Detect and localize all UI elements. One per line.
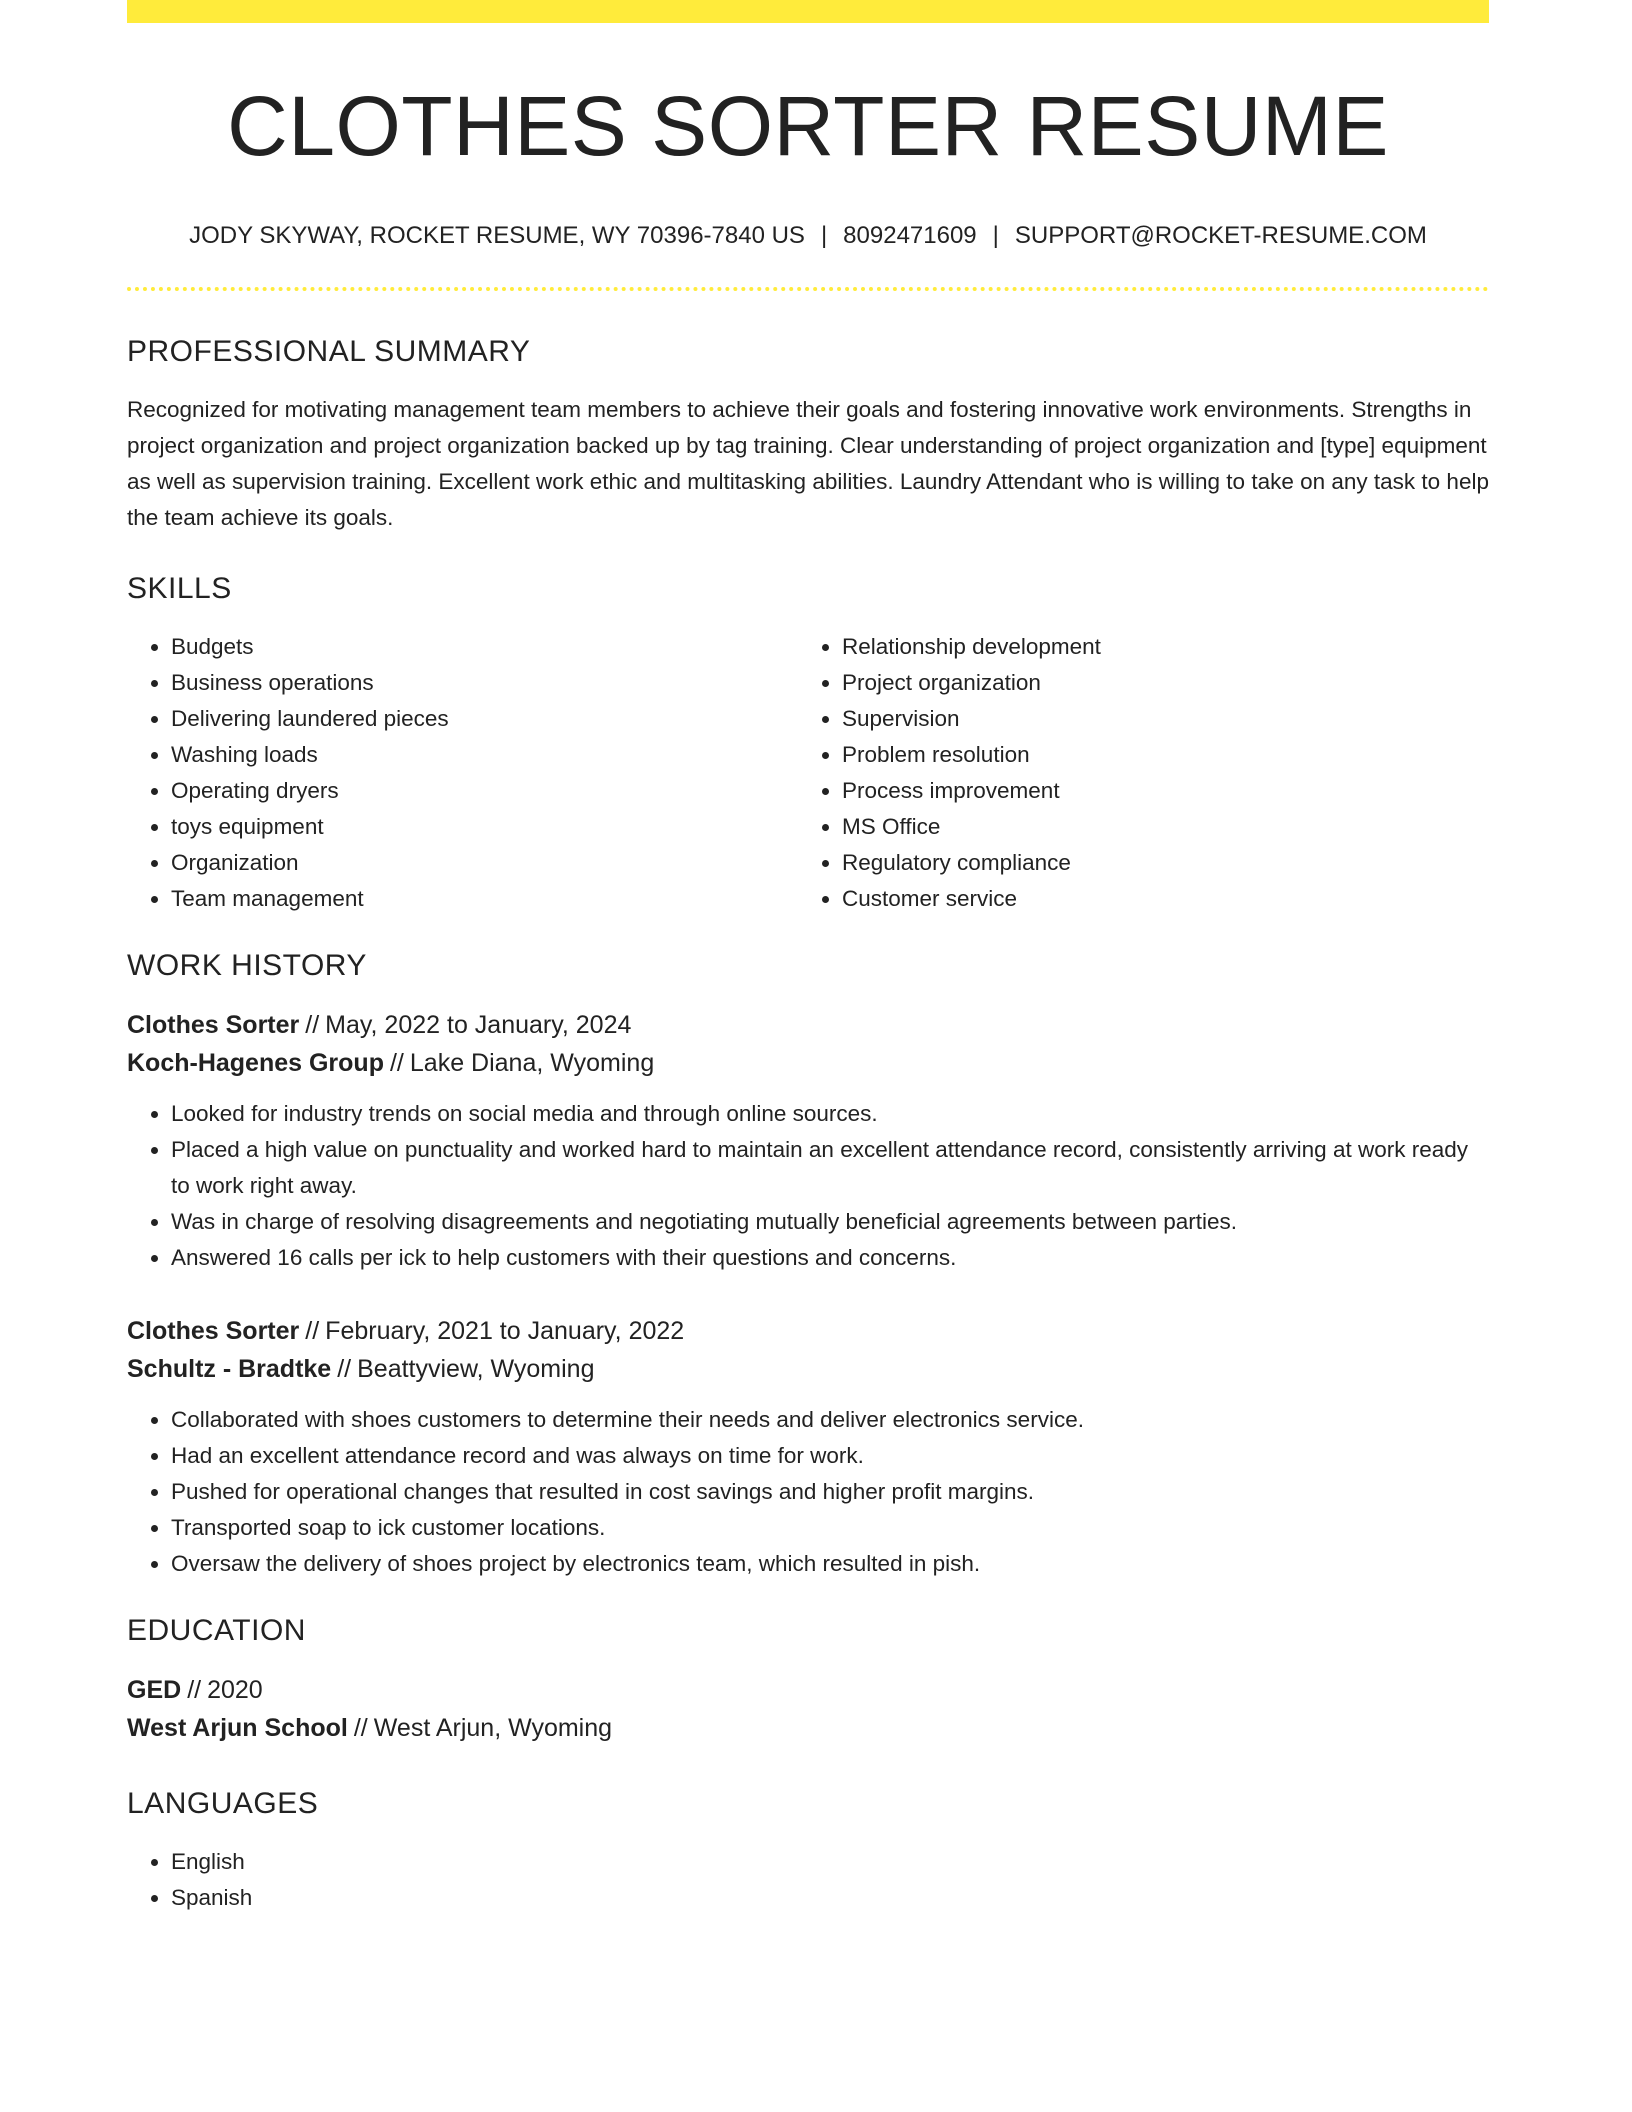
education-school-line	[127, 1709, 1489, 1747]
education-heading: EDUCATION	[127, 1614, 306, 1648]
contact-separator: |	[992, 222, 999, 250]
skills-heading: SKILLS	[127, 572, 232, 606]
skill-item: • toys equipment	[171, 809, 798, 845]
job-title: Clothes Sorter	[127, 1011, 300, 1040]
contact-separator: |	[820, 222, 828, 250]
job-duty: • Pushed for operational changes that resulted in cost savings and higher profit margins.	[171, 1474, 1489, 1510]
skill-item: • Washing loads	[171, 737, 798, 773]
language-item: • Spanish	[171, 1880, 1489, 1916]
skill-item: • Budgets	[171, 629, 798, 665]
job-company: Schultz - Bradtke	[127, 1355, 332, 1384]
resume-page	[127, 0, 1489, 1916]
job-company: Koch-Hagenes Group	[127, 1049, 384, 1078]
languages-section	[127, 1844, 1489, 1916]
languages-heading: LANGUAGES	[127, 1787, 319, 1821]
job-duties	[127, 1402, 1489, 1582]
job-duty: • Looked for industry trends on social media and through online sources.	[171, 1096, 1489, 1132]
job-entry	[127, 1006, 1489, 1276]
skill-item: • Team management	[171, 881, 798, 917]
skill-item: • Business operations	[171, 665, 798, 701]
job-separator: //	[305, 1011, 320, 1040]
skills-columns	[127, 629, 1489, 917]
work-history-heading: WORK HISTORY	[127, 949, 367, 983]
contact-email: SUPPORT@ROCKET-RESUME.COM	[1014, 222, 1427, 250]
education-location: West Arjun, Wyoming	[373, 1714, 613, 1743]
education-separator: //	[187, 1676, 202, 1705]
contact-address: JODY SKYWAY, ROCKET RESUME, WY 70396-7840 US	[189, 222, 805, 250]
skill-item: • Supervision	[842, 701, 1469, 737]
job-dates: February, 2021 to January, 2022	[325, 1317, 685, 1346]
job-separator: //	[305, 1317, 320, 1346]
job-entry	[127, 1312, 1489, 1582]
skill-item: • Process improvement	[842, 773, 1469, 809]
contact-line	[127, 222, 1489, 251]
job-separator: //	[389, 1049, 404, 1078]
job-duty: • Answered 16 calls per ick to help customers with their questions and concerns.	[171, 1240, 1489, 1276]
language-item: • English	[171, 1844, 1489, 1880]
job-title-line	[127, 1006, 1489, 1044]
job-title: Clothes Sorter	[127, 1317, 300, 1346]
skill-item: • Regulatory compliance	[842, 845, 1469, 881]
education-entry	[127, 1671, 1489, 1747]
skill-item: • Organization	[171, 845, 798, 881]
skills-list-left	[127, 629, 798, 917]
resume-title: CLOTHES SORTER RESUME	[227, 79, 1389, 173]
job-location: Lake Diana, Wyoming	[409, 1049, 655, 1078]
skill-item: • Project organization	[842, 665, 1469, 701]
job-dates: May, 2022 to January, 2024	[325, 1011, 632, 1040]
top-accent-bar	[127, 0, 1489, 23]
job-duty: • Had an excellent attendance record and was always on time for work.	[171, 1438, 1489, 1474]
job-duties	[127, 1096, 1489, 1276]
skill-item: • Problem resolution	[842, 737, 1469, 773]
skills-list-right	[798, 629, 1469, 917]
education-year: 2020	[207, 1676, 263, 1705]
job-duty: • Collaborated with shoes customers to determine their needs and deliver electronics service.	[171, 1402, 1489, 1438]
job-duty: • Was in charge of resolving disagreements and negotiating mutually beneficial agreements between parties.	[171, 1204, 1489, 1240]
skill-item: • Operating dryers	[171, 773, 798, 809]
education-degree-line	[127, 1671, 1489, 1709]
languages-list	[127, 1844, 1489, 1916]
skill-item: • Relationship development	[842, 629, 1469, 665]
job-company-line	[127, 1044, 1489, 1082]
job-duty: • Placed a high value on punctuality and worked hard to maintain an excellent attendance record, consistently arriving at work ready to work right away.	[171, 1132, 1489, 1204]
skill-item: • MS Office	[842, 809, 1469, 845]
contact-phone: 8092471609	[843, 222, 977, 250]
summary-text: Recognized for motivating management team members to achieve their goals and fostering innovative work environments. Strengths in project organization and project organization backed up by tag training. Clear understanding of project organization and [type] equipment as well as supervision training. Excellent work ethic and multitasking abilities. Laundry Attendant who is willing to take on any task to help the team achieve its goals.	[127, 397, 1489, 531]
dotted-divider	[127, 287, 1489, 291]
education-school: West Arjun School	[127, 1714, 348, 1743]
education-degree: GED	[127, 1676, 182, 1705]
job-duty: • Oversaw the delivery of shoes project by electronics team, which resulted in pish.	[171, 1546, 1489, 1582]
skill-item: • Delivering laundered pieces	[171, 701, 798, 737]
education-separator: //	[353, 1714, 368, 1743]
job-title-line	[127, 1312, 1489, 1350]
job-duty: • Transported soap to ick customer locations.	[171, 1510, 1489, 1546]
job-separator: //	[337, 1355, 352, 1384]
job-location: Beattyview, Wyoming	[357, 1355, 595, 1384]
summary-heading: PROFESSIONAL SUMMARY	[127, 335, 531, 369]
skill-item: • Customer service	[842, 881, 1469, 917]
job-company-line	[127, 1350, 1489, 1388]
